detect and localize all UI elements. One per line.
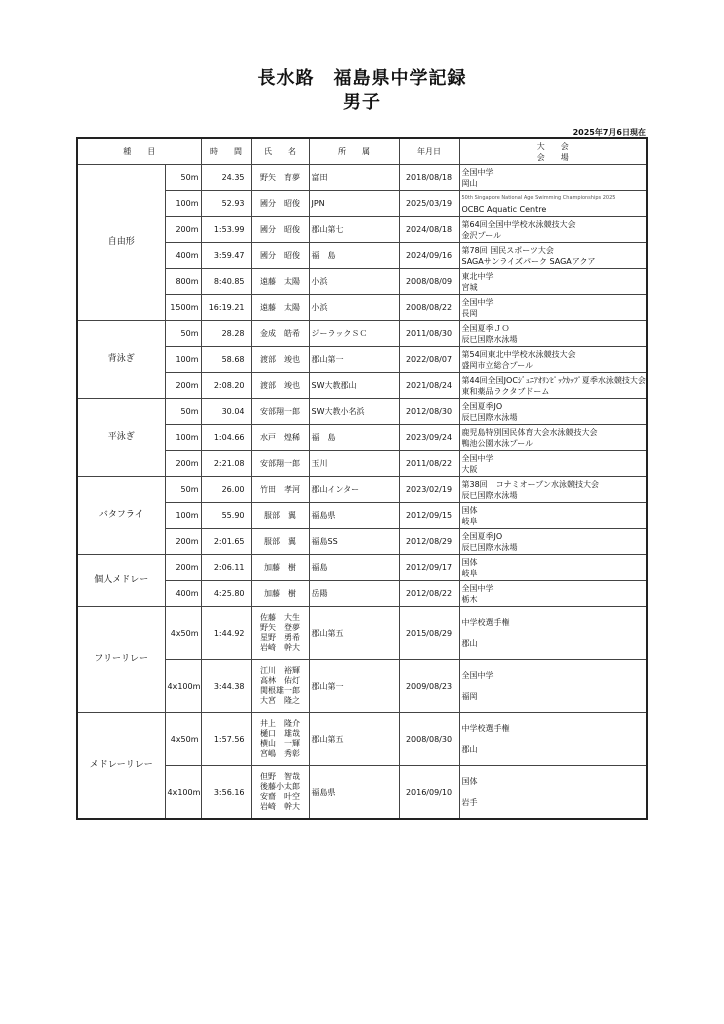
record-time: 4:25.80	[201, 581, 251, 607]
event-distance: 400m	[165, 243, 201, 269]
meet-venue	[459, 766, 647, 820]
meet-name: 第54回東北中学校水泳競技大会	[461, 349, 576, 359]
affiliation: 郡山第五	[309, 713, 399, 766]
record-date: 2015/08/29	[399, 607, 459, 660]
event-distance: 200m	[165, 529, 201, 555]
record-date: 2021/08/24	[399, 373, 459, 399]
meet-venue	[459, 217, 647, 243]
record-date: 2022/08/07	[399, 347, 459, 373]
record-time: 8:40.85	[201, 269, 251, 295]
record-date: 2012/09/17	[399, 555, 459, 581]
swimmer-name: 金成 皓希	[251, 321, 309, 347]
affiliation: 福島県	[309, 503, 399, 529]
swimmer-name: 高林 佑灯	[260, 676, 300, 685]
relay-swimmers	[251, 713, 309, 766]
record-row	[77, 555, 647, 581]
swimmer-name: 服部 翼	[251, 529, 309, 555]
swimmer-name: 服部 翼	[251, 503, 309, 529]
affiliation: SW大教小名浜	[309, 399, 399, 425]
meet-venue	[459, 451, 647, 477]
meet-venue	[459, 165, 647, 191]
venue-name: 宮城	[461, 282, 478, 292]
event-stroke: フリーリレー	[77, 607, 165, 713]
page-subtitle: 男子	[343, 92, 381, 113]
meet-name: 全国中学	[461, 453, 494, 463]
record-time: 26.00	[201, 477, 251, 503]
event-distance: 4x100m	[165, 660, 201, 713]
meet-venue	[459, 243, 647, 269]
event-distance: 200m	[165, 451, 201, 477]
venue-name: 盛岡市立総合プール	[461, 360, 534, 370]
swimmer-name: 岩崎 幹大	[260, 643, 300, 652]
event-distance: 50m	[165, 165, 201, 191]
swimmer-name: 安齋 叶空	[260, 792, 300, 801]
swimmer-name: 宮嶋 秀彰	[260, 749, 300, 758]
swimmer-name: 横山 一輝	[260, 739, 300, 748]
affiliation: 福 島	[309, 425, 399, 451]
meet-name: 東北中学	[461, 271, 494, 281]
record-date: 2012/09/15	[399, 503, 459, 529]
meet-name: 全国中学	[461, 167, 494, 177]
venue-name: SAGAサンライズパーク SAGAアクア	[461, 256, 596, 266]
record-date: 2024/09/16	[399, 243, 459, 269]
meet-venue	[459, 295, 647, 321]
meet-venue	[459, 607, 647, 660]
affiliation: 郡山第五	[309, 607, 399, 660]
event-distance: 50m	[165, 477, 201, 503]
record-time: 16:19.21	[201, 295, 251, 321]
swimmer-name: 岩崎 幹大	[260, 802, 300, 811]
record-date: 2008/08/09	[399, 269, 459, 295]
record-time: 58.68	[201, 347, 251, 373]
record-date: 2012/08/22	[399, 581, 459, 607]
record-time: 2:01.65	[201, 529, 251, 555]
meet-venue	[459, 555, 647, 581]
header-date: 年月日	[399, 138, 459, 165]
record-row	[77, 165, 647, 191]
header-meet: 大 会	[536, 141, 569, 151]
record-time: 1:53.99	[201, 217, 251, 243]
header-time: 時 間	[201, 138, 251, 165]
venue-name: 岐阜	[461, 568, 478, 578]
record-time: 1:57.56	[201, 713, 251, 766]
event-distance: 50m	[165, 399, 201, 425]
meet-name: 全国夏季JO	[461, 401, 503, 411]
event-distance: 4x50m	[165, 713, 201, 766]
record-time: 28.28	[201, 321, 251, 347]
record-row	[77, 399, 647, 425]
swimmer-name: 佐藤 大生	[260, 613, 300, 622]
page-title: 長水路 福島県中学記録	[257, 68, 467, 89]
event-distance: 200m	[165, 373, 201, 399]
event-stroke: メドレーリレー	[77, 713, 165, 820]
meet-name: 中学校選手権	[461, 724, 510, 733]
swimmer-name: 後藤小太郎	[260, 782, 300, 791]
record-time: 2:21.08	[201, 451, 251, 477]
record-row	[77, 321, 647, 347]
meet-venue	[459, 191, 647, 217]
header-event: 種 目	[77, 138, 201, 165]
meet-venue	[459, 660, 647, 713]
event-stroke: 背泳ぎ	[77, 321, 165, 399]
record-time: 2:08.20	[201, 373, 251, 399]
record-date: 2008/08/22	[399, 295, 459, 321]
affiliation: 福 島	[309, 243, 399, 269]
event-stroke: 平泳ぎ	[77, 399, 165, 477]
event-distance: 4x100m	[165, 766, 201, 820]
record-time: 52.93	[201, 191, 251, 217]
venue-name: 郡山	[461, 639, 478, 648]
swimmer-name: 野矢 登夢	[260, 623, 300, 632]
meet-venue	[459, 347, 647, 373]
meet-name: 第64回全国中学校水泳競技大会	[461, 219, 576, 229]
event-distance: 800m	[165, 269, 201, 295]
venue-name: 東和薬品ラクタブドーム	[461, 386, 550, 396]
affiliation: 郡山インター	[309, 477, 399, 503]
affiliation: 福島県	[309, 766, 399, 820]
swimmer-name: 江川 裕輝	[260, 666, 300, 675]
affiliation: 岳陽	[309, 581, 399, 607]
meet-venue	[459, 503, 647, 529]
event-distance: 100m	[165, 347, 201, 373]
meet-venue	[459, 477, 647, 503]
meet-venue	[459, 321, 647, 347]
record-date: 2023/09/24	[399, 425, 459, 451]
affiliation: 福島	[309, 555, 399, 581]
meet-venue	[459, 529, 647, 555]
event-distance: 1500m	[165, 295, 201, 321]
venue-name: 辰巳国際水泳場	[461, 542, 518, 552]
event-distance: 100m	[165, 425, 201, 451]
swimmer-name: 加藤 樹	[251, 581, 309, 607]
record-date: 2008/08/30	[399, 713, 459, 766]
meet-name: 全国中学	[461, 583, 494, 593]
record-row	[77, 607, 647, 660]
swimmer-name: 関根雄一郎	[260, 686, 300, 695]
header-name: 氏 名	[251, 138, 309, 165]
record-time: 55.90	[201, 503, 251, 529]
swimmer-name: 星野 勇希	[260, 633, 300, 642]
meet-venue	[459, 269, 647, 295]
swimmer-name: 遠藤 太陽	[251, 269, 309, 295]
event-stroke: 自由形	[77, 165, 165, 321]
swimmer-name: 國分 昭俊	[251, 191, 309, 217]
swimmer-name: 遠藤 太陽	[251, 295, 309, 321]
meet-name: 鹿児島特別国民体育大会水泳競技大会	[461, 427, 598, 437]
meet-name: 第78回 国民スポーツ大会	[461, 245, 554, 255]
swimmer-name: 國分 昭俊	[251, 243, 309, 269]
venue-name: 金沢プール	[461, 230, 502, 240]
event-distance: 400m	[165, 581, 201, 607]
record-date: 2012/08/30	[399, 399, 459, 425]
affiliation: 郡山第七	[309, 217, 399, 243]
affiliation: SW大教郡山	[309, 373, 399, 399]
meet-name: 50th Singapore National Age Swimming Championships 2025	[461, 194, 616, 201]
record-time: 3:59.47	[201, 243, 251, 269]
record-time: 24.35	[201, 165, 251, 191]
event-stroke: バタフライ	[77, 477, 165, 555]
meet-name: 国体	[461, 505, 478, 515]
meet-name: 全国中学	[461, 297, 494, 307]
record-date: 2009/08/23	[399, 660, 459, 713]
swimmer-name: 渡部 竣也	[251, 347, 309, 373]
meet-name: 全国中学	[461, 671, 494, 680]
venue-name: 辰巳国際水泳場	[461, 490, 518, 500]
header-meet-venue	[459, 138, 647, 165]
swimmer-name: 渡部 竣也	[251, 373, 309, 399]
record-date: 2018/08/18	[399, 165, 459, 191]
swimmer-name: 國分 昭俊	[251, 217, 309, 243]
record-date: 2011/08/30	[399, 321, 459, 347]
venue-name: 大阪	[461, 464, 478, 474]
affiliation: 小浜	[309, 295, 399, 321]
relay-swimmers	[251, 607, 309, 660]
event-distance: 100m	[165, 191, 201, 217]
meet-name: 国体	[461, 557, 478, 567]
header-affiliation: 所 属	[309, 138, 399, 165]
record-row	[77, 477, 647, 503]
affiliation: 郡山第一	[309, 660, 399, 713]
meet-venue	[459, 713, 647, 766]
record-row	[77, 713, 647, 766]
swimmer-name: 樋口 雄哉	[260, 729, 300, 738]
swimmer-name: 加藤 樹	[251, 555, 309, 581]
record-date: 2016/09/10	[399, 766, 459, 820]
records-table	[76, 137, 648, 820]
affiliation: JPN	[309, 191, 399, 217]
record-time: 2:06.11	[201, 555, 251, 581]
swimmer-name: 大宮 隆之	[260, 696, 300, 705]
venue-name: 福岡	[461, 692, 478, 701]
venue-name: 辰巳国際水泳場	[461, 412, 518, 422]
meet-name: 全国夏季JO	[461, 531, 503, 541]
affiliation: 福島SS	[309, 529, 399, 555]
record-date: 2011/08/22	[399, 451, 459, 477]
venue-name: 栃木	[461, 594, 478, 604]
event-distance: 200m	[165, 217, 201, 243]
venue-name: 岐阜	[461, 516, 478, 526]
meet-venue	[459, 399, 647, 425]
swimmer-name: 野矢 育夢	[251, 165, 309, 191]
header-venue: 会 場	[536, 152, 569, 162]
meet-venue	[459, 425, 647, 451]
event-distance: 200m	[165, 555, 201, 581]
venue-name: 岡山	[461, 178, 478, 188]
relay-swimmers	[251, 660, 309, 713]
venue-name: 長岡	[461, 308, 478, 318]
record-date: 2024/08/18	[399, 217, 459, 243]
swimmer-name: 安部翔一郎	[251, 451, 309, 477]
affiliation: 玉川	[309, 451, 399, 477]
swimmer-name: 竹田 孝河	[251, 477, 309, 503]
meet-name: 国体	[461, 777, 478, 786]
venue-name: 鴨池公園水泳プール	[461, 438, 534, 448]
meet-name: 全国夏季ＪＯ	[461, 323, 510, 333]
affiliation: 小浜	[309, 269, 399, 295]
meet-name: 中学校選手権	[461, 618, 510, 627]
venue-name: 岩手	[461, 798, 478, 807]
relay-swimmers	[251, 766, 309, 820]
meet-name: 第38回 コナミオープン水泳競技大会	[461, 479, 599, 489]
swimmer-name: 水戸 煌稀	[251, 425, 309, 451]
swimmer-name: 井上 隆介	[260, 719, 300, 728]
affiliation: 郡山第一	[309, 347, 399, 373]
record-time: 1:04.66	[201, 425, 251, 451]
event-distance: 50m	[165, 321, 201, 347]
table-header-row	[77, 138, 647, 165]
venue-name: 辰巳国際水泳場	[461, 334, 518, 344]
affiliation: 富田	[309, 165, 399, 191]
meet-venue	[459, 581, 647, 607]
event-distance: 100m	[165, 503, 201, 529]
as-of-date: 2025年7月6日現在	[572, 128, 646, 137]
swimmer-name: 但野 智哉	[260, 772, 300, 781]
affiliation: ジーラックＳＣ	[309, 321, 399, 347]
event-stroke: 個人メドレー	[77, 555, 165, 607]
venue-name: OCBC Aquatic Centre	[461, 204, 547, 214]
record-date: 2023/02/19	[399, 477, 459, 503]
event-distance: 4x50m	[165, 607, 201, 660]
record-time: 1:44.92	[201, 607, 251, 660]
record-time: 3:56.16	[201, 766, 251, 820]
meet-name: 第44回全国JOCｼﾞｭﾆｱｵﾘﾝﾋﾟｯｸｶｯﾌﾟ夏季水泳競技大会	[461, 375, 646, 385]
swimmer-name: 安部翔一郎	[251, 399, 309, 425]
record-date: 2012/08/29	[399, 529, 459, 555]
record-time: 3:44.38	[201, 660, 251, 713]
venue-name: 郡山	[461, 745, 478, 754]
record-date: 2025/03/19	[399, 191, 459, 217]
record-time: 30.04	[201, 399, 251, 425]
meet-venue	[459, 373, 647, 399]
